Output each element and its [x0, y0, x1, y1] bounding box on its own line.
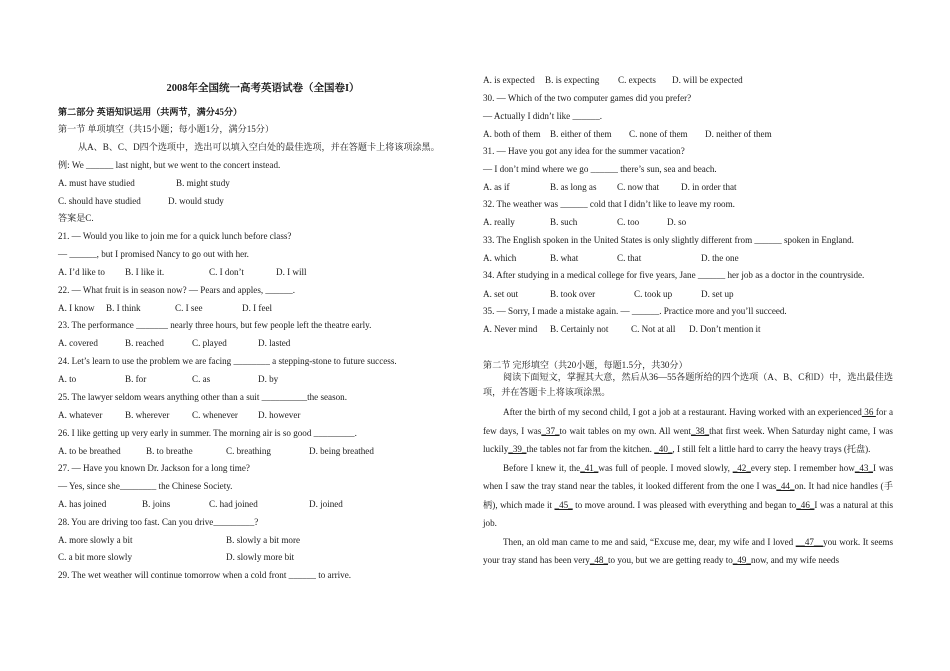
question-stem: 35. — Sorry, I made a mistake again. — ______. Practice more and you’ll succeed. [483, 306, 787, 316]
option-text: B. for [125, 374, 147, 384]
passage-text: every step. I remember how [750, 462, 855, 473]
option-text: A. is expected [483, 75, 535, 85]
option-text: A. has joined [58, 499, 107, 509]
passage-text: I was when I saw the tray stand near the tables, it looked different from the one I was [483, 462, 894, 491]
passage-text: Then, an old man came to me and said, “Excuse me, dear, my wife and I loved [503, 536, 796, 547]
option-text: B. as long as [550, 182, 597, 192]
option-text: C. I don’t [209, 267, 244, 277]
option-text: C. breathing [226, 446, 271, 456]
passage-paragraph [483, 533, 893, 570]
question-stem: 28. You are driving too fast. Can you drive_________? [58, 517, 259, 527]
example-answer: 答案是C. [58, 213, 94, 223]
question-stem: 32. The weather was ______ cold that I didn’t like to leave my room. [483, 199, 735, 209]
blank-number: _46_ [796, 499, 815, 510]
option-text: D. however [258, 410, 301, 420]
option-text: A. both of them [483, 129, 541, 139]
question-stem: 24. Let’s learn to use the problem we are facing ________ a stepping-stone to future success. [58, 356, 397, 366]
section1-instruction: 从A、B、C、D四个选项中，选出可以填入空白处的最佳选项，并在答题卡上将该项涂黑。 [78, 142, 440, 152]
passage-text: to you, but we are getting ready to [608, 555, 733, 565]
option-text: C. a bit more slowly [58, 552, 133, 562]
part2-heading: 第二部分 英语知识运用（共两节，满分45分） [58, 107, 243, 117]
option-text: D. I will [276, 267, 307, 277]
option-text: B. such [550, 217, 578, 227]
option-text: C. too [617, 217, 640, 227]
blank-number: _39_ [508, 444, 527, 454]
option-text: B. Certainly not [550, 324, 609, 334]
option-text: D. so [667, 217, 687, 227]
blank-number: 36 [861, 407, 876, 417]
option-text: B. I like it. [125, 267, 165, 277]
option-text: D. lasted [258, 338, 291, 348]
option-text: C. that [617, 253, 642, 263]
option-text: B. either of them [550, 129, 612, 139]
passage-text: on. It had nice handles (手柄), which made it [483, 481, 893, 510]
question-stem: — I don’t mind where we go ______ there’s sun, sea and beach. [483, 164, 717, 174]
option-text: A. Never mind [483, 324, 538, 334]
option-text: D. neither of them [705, 129, 772, 139]
blank-number: _40_ [654, 444, 673, 454]
section2-heading: 第二节 完形填空（共20小题，每题1.5分，共30分） [483, 360, 688, 370]
option-text: C. I see [175, 303, 203, 313]
option-text: C. expects [618, 75, 656, 85]
option-text: A. set out [483, 289, 519, 299]
option-text: B. what [550, 253, 579, 263]
passage-text: you work. It seems your tray stand has been very [483, 536, 894, 565]
question-stem: 22. — What fruit is in season now? — Pears and apples, ______. [58, 285, 295, 295]
option-text: A. must have studied [58, 178, 135, 188]
option-text: A. really [483, 217, 515, 227]
passage-text: After the birth of my second child, I got a job at a restaurant. Having worked with an experienced [503, 407, 862, 417]
question-stem: — ______, but I promised Nancy to go out with her. [58, 249, 249, 259]
option-text: A. more slowly a bit [58, 535, 133, 545]
question-stem: 27. — Have you known Dr. Jackson for a long time? [58, 463, 250, 473]
cloze-passage [483, 403, 893, 570]
passage-text: that first week. When Saturday night came, I was luckily [483, 425, 893, 454]
passage-text: to wait tables on my own. All went [559, 425, 691, 436]
option-text: D. set up [701, 289, 734, 299]
option-text: C. Not at all [631, 324, 676, 334]
option-text: B. I think [106, 303, 141, 313]
option-text: D. will be expected [672, 75, 743, 85]
option-text: D. would study [168, 196, 224, 206]
option-text: B. took over [550, 289, 596, 299]
option-text: D. joined [309, 499, 343, 509]
option-text: A. as if [483, 182, 510, 192]
option-text: C. should have studied [58, 196, 141, 206]
question-stem: 31. — Have you got any idea for the summer vacation? [483, 146, 685, 156]
passage-text: to move around. I was pleased with everything and began to [572, 499, 797, 510]
passage-text: , I still felt a little hard to carry the heavy trays (托盘). [672, 444, 871, 454]
option-text: C. had joined [209, 499, 258, 509]
option-text: A. to be breathed [58, 446, 121, 456]
blank-number: _49_ [732, 555, 751, 565]
passage-text: Before I knew it, the [503, 462, 581, 473]
option-text: D. Don’t mention it [689, 324, 761, 334]
option-text: A. I’d like to [58, 267, 105, 277]
section2-instruction [483, 370, 893, 400]
passage-paragraph [483, 459, 893, 533]
passage-text: for a few days, I was [483, 407, 893, 436]
instruction-text: 阅读下面短文，掌握其大意，然后从36—55各题所给的四个选项（A、B、C和D）中，选出最佳选项，并在答题卡上将该项涂黑。 [483, 372, 893, 397]
option-text: C. as [192, 374, 211, 384]
option-text: D. slowly more bit [226, 552, 295, 562]
option-text: D. the one [701, 253, 739, 263]
option-text: B. is expecting [545, 75, 600, 85]
option-text: C. none of them [629, 129, 688, 139]
passage-text: I was a natural at this job. [483, 499, 893, 528]
question-stem: 26. I like getting up very early in summer. The morning air is so good _________. [58, 428, 357, 438]
blank-number: _37_ [541, 425, 560, 436]
blank-number: _41_ [580, 462, 599, 473]
blank-number: _43_ [854, 462, 874, 473]
exam-title: 2008年全国统一高考英语试卷（全国卷I） [166, 83, 360, 94]
passage-text: the tables not far from the kitchen. [526, 444, 655, 454]
option-text: D. by [258, 374, 279, 384]
question-stem: 29. The wet weather will continue tomorrow when a cold front ______ to arrive. [58, 570, 352, 580]
option-text: D. I feel [242, 303, 273, 313]
passage-text: was full of people. I moved slowly, [598, 462, 733, 473]
blank-number: _45_ [554, 499, 573, 510]
passage-text: now, and my wife needs [750, 555, 840, 565]
question-stem: 30. — Which of the two computer games did you prefer? [483, 93, 692, 103]
question-stem: 34. After studying in a medical college for five years, Jane ______ her job as a doctor in the countryside. [483, 270, 865, 280]
option-text: C. took up [634, 289, 673, 299]
option-text: C. played [192, 338, 227, 348]
option-text: D. in order that [681, 182, 737, 192]
example-stem: 例: We ______ last night, but we went to the concert instead. [58, 160, 281, 170]
option-text: B. reached [125, 338, 164, 348]
section1-heading: 第一节 单项填空（共15小题；每小题1分，满分15分） [58, 124, 274, 134]
passage-paragraph [483, 403, 893, 459]
option-text: B. to breathe [146, 446, 193, 456]
option-text: A. whatever [58, 410, 103, 420]
option-text: B. joins [142, 499, 171, 509]
option-text: A. I know [58, 303, 95, 313]
question-stem: 21. — Would you like to join me for a quick lunch before class? [58, 231, 292, 241]
option-text: D. being breathed [309, 446, 374, 456]
question-stem: 23. The performance _______ nearly three hours, but few people left the theatre early. [58, 320, 372, 330]
option-text: C. whenever [192, 410, 238, 420]
question-stem: 25. The lawyer seldom wears anything other than a suit __________the season. [58, 392, 348, 402]
option-text: A. to [58, 374, 77, 384]
blank-number: _44_ [776, 481, 795, 491]
option-text: B. might study [176, 178, 230, 188]
option-text: B. wherever [125, 410, 170, 420]
option-text: A. covered [58, 338, 98, 348]
blank-number: __47__ [795, 536, 824, 547]
option-text: C. now that [617, 182, 660, 192]
question-stem: — Actually I didn’t like ______. [483, 111, 603, 121]
blank-number: _42_ [732, 462, 751, 473]
option-text: B. slowly a bit more [226, 535, 301, 545]
blank-number: _48_ [589, 555, 609, 565]
option-text: A. which [483, 253, 517, 263]
question-stem: — Yes, since she________ the Chinese Society. [58, 481, 233, 491]
question-stem: 33. The English spoken in the United States is only slightly different from ______ spoken in England. [483, 235, 854, 245]
blank-number: _38_ [690, 425, 710, 436]
